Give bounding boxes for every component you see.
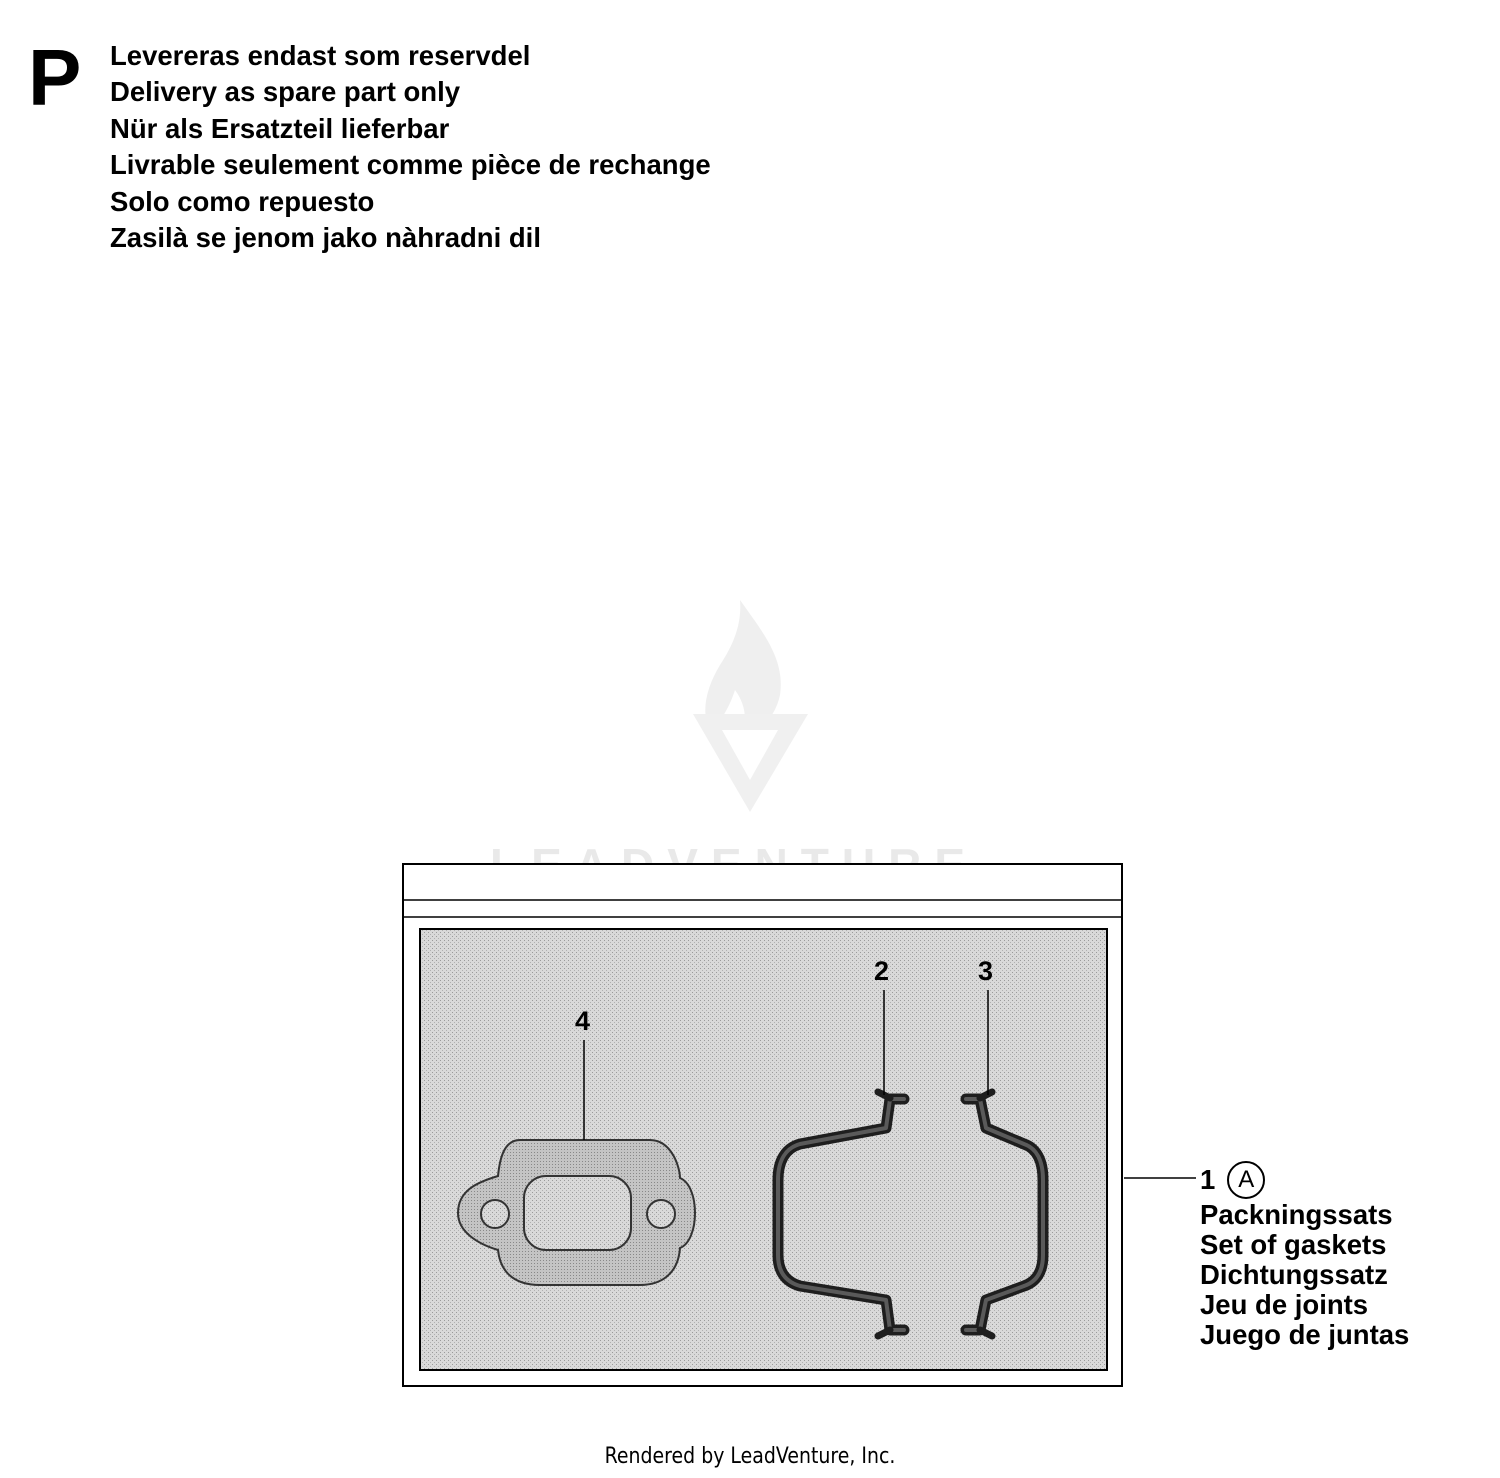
kit-name-de: Dichtungssatz: [1200, 1259, 1388, 1290]
kit-number-row: [1200, 1160, 1409, 1200]
legend-line-de: Nür als Ersatzteil lieferbar: [110, 112, 450, 144]
legend-line-en: Delivery as spare part only: [110, 76, 461, 108]
callout-part-4: 4: [575, 1006, 591, 1036]
watermark-logo-icon: [693, 600, 808, 812]
kit-name-es: Juego de juntas: [1200, 1319, 1410, 1350]
kit-badge: A: [1227, 1161, 1265, 1199]
legend-line-fr: Livrable seulement comme pièce de rechange: [110, 149, 711, 181]
spare-part-symbol: P: [28, 33, 82, 122]
gasket-kit-label: [1200, 1160, 1409, 1350]
callout-part-3: 3: [978, 956, 994, 986]
legend-line-sv: Levereras endast som reservdel: [110, 40, 531, 71]
kit-number: 1: [1200, 1164, 1216, 1195]
kit-name-sv: Packningssats: [1200, 1199, 1393, 1230]
callout-part-2: 2: [874, 956, 890, 986]
legend-line-cs: Zasilà se jenom jako nàhradni dil: [110, 222, 541, 254]
legend-line-es: Solo como repuesto: [110, 185, 375, 217]
kit-name-en: Set of gaskets: [1200, 1229, 1387, 1260]
render-credit: Rendered by LeadVenture, Inc.: [604, 1444, 896, 1469]
kit-names-list: [1200, 1200, 1409, 1350]
gasket-kit-bag: [403, 864, 1122, 1386]
kit-name-fr: Jeu de joints: [1200, 1289, 1369, 1320]
